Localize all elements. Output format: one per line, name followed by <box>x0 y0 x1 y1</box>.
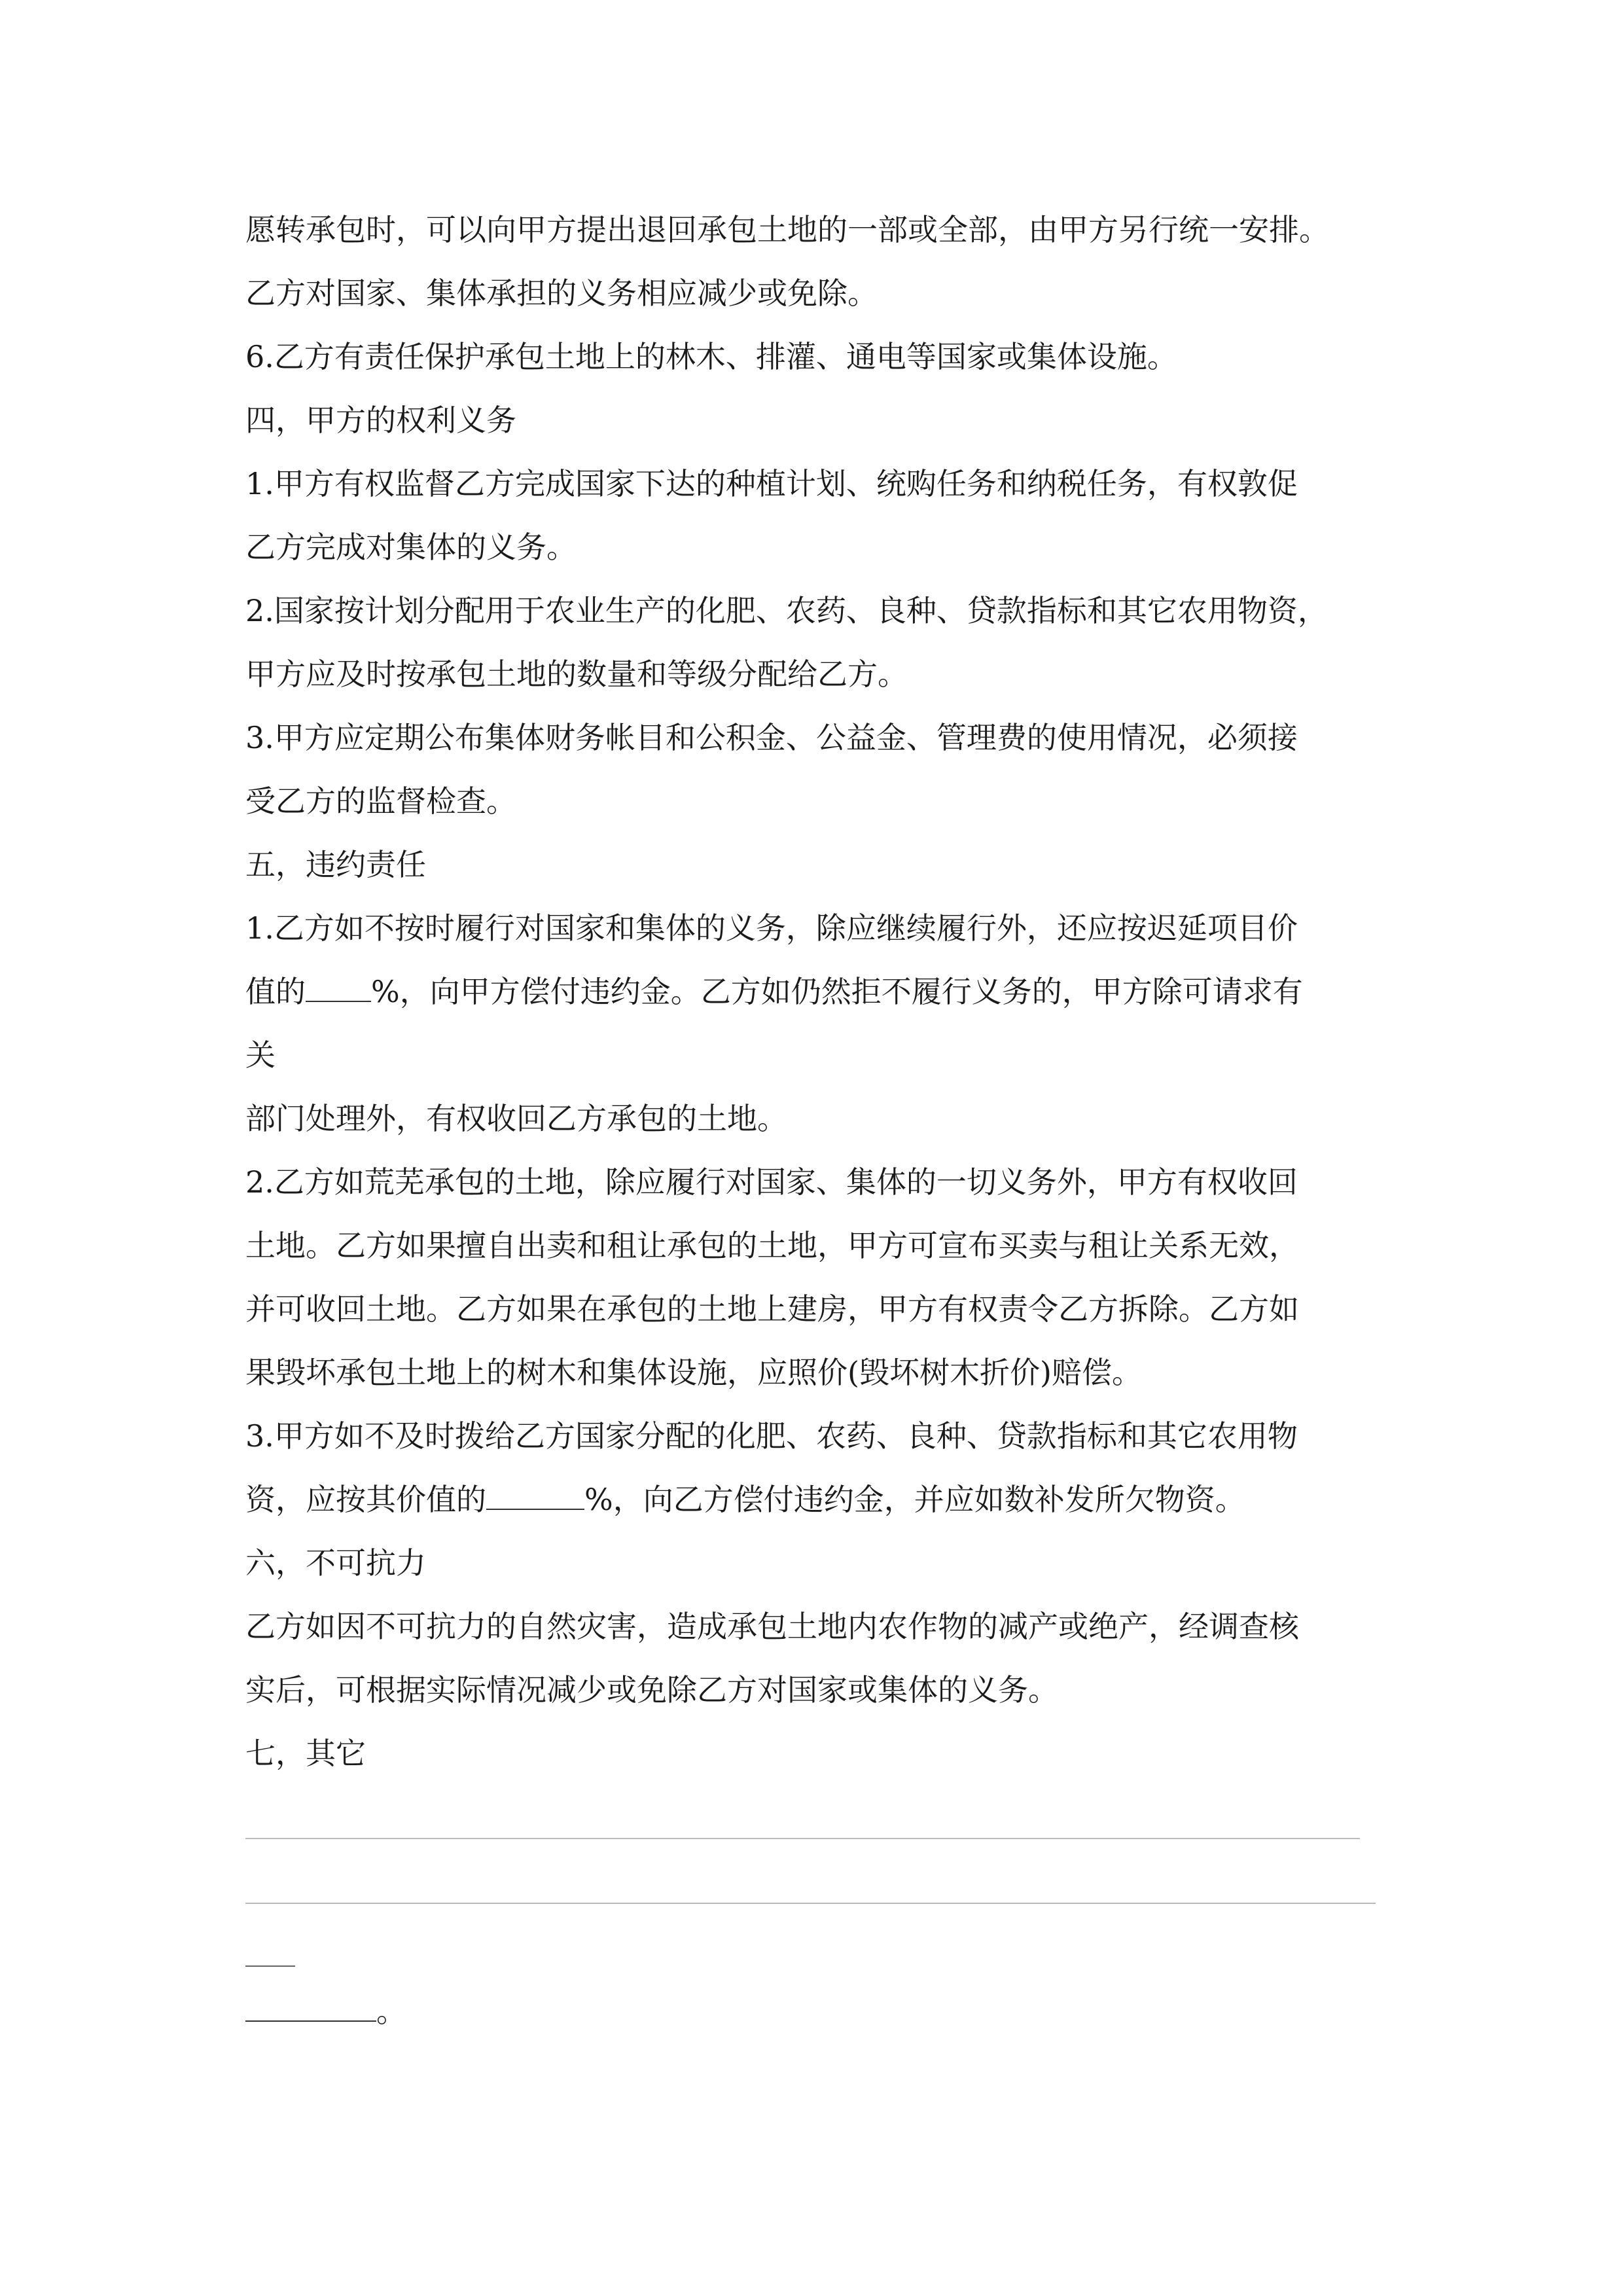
line-text: 2.国家按计划分配用于农业生产的化肥、农药、良种、贷款指标和其它农用物资， <box>245 593 1328 628</box>
heading-text: 六，不可抗力 <box>245 1545 426 1581</box>
text-line <box>245 972 1397 1011</box>
line-text: 果毁坏承包土地上的树木和集体设施，应照价(毁坏树木折价)赔偿。 <box>245 1355 1142 1390</box>
section-heading <box>245 1734 1397 1773</box>
fill-in-blank <box>306 972 371 1002</box>
line-text: 乙方完成对集体的义务。 <box>245 529 577 565</box>
fill-in-rule <box>245 1965 295 1967</box>
line-text: 受乙方的监督检查。 <box>245 783 516 819</box>
text-line <box>245 1289 1397 1329</box>
line-text: 乙方对国家、集体承担的义务相应减少或免除。 <box>245 276 878 311</box>
text-line <box>245 337 1397 376</box>
text-line <box>245 781 1397 821</box>
section-heading <box>245 1543 1397 1583</box>
line-text: 实后，可根据实际情况减少或免除乙方对国家或集体的义务。 <box>245 1672 1058 1708</box>
line-text: %，向甲方偿付违约金。乙方如仍然拒不履行义务的，甲方除可请求有 <box>371 974 1303 1009</box>
text-line <box>245 1607 1397 1646</box>
line-text: 关 <box>245 1037 276 1073</box>
line-text: 值的 <box>245 974 306 1009</box>
text-line <box>245 1416 1397 1456</box>
text-line <box>245 210 1397 249</box>
text-line <box>245 1162 1397 1202</box>
text-line <box>245 1992 1397 2031</box>
line-text: 3.甲方如不及时拨给乙方国家分配的化肥、农药、良种、贷款指标和其它农用物 <box>245 1418 1298 1454</box>
section-heading <box>245 845 1397 884</box>
line-text: 1.乙方如不按时履行对国家和集体的义务，除应继续履行外，还应按迟延项目价 <box>245 910 1298 946</box>
line-text: 部门处理外，有权收回乙方承包的土地。 <box>245 1101 787 1136</box>
line-text: 。 <box>376 1994 406 2029</box>
text-line <box>245 528 1397 567</box>
text-line <box>245 274 1397 313</box>
text-line <box>245 1353 1397 1392</box>
heading-text: 七，其它 <box>245 1736 366 1771</box>
text-line <box>245 464 1397 503</box>
fill-in-blank <box>245 1992 376 2022</box>
text-line <box>245 591 1397 630</box>
line-text: 1.甲方有权监督乙方完成国家下达的种植计划、统购任务和纳税任务，有权敦促 <box>245 466 1298 501</box>
text-line <box>245 655 1397 694</box>
text-line <box>245 1035 1397 1075</box>
line-text: 土地。乙方如果擅自出卖和租让承包的土地，甲方可宣布买卖与租让关系无效， <box>245 1228 1299 1263</box>
line-text: 乙方如因不可抗力的自然灾害，造成承包土地内农作物的减产或绝产，经调查核 <box>245 1609 1299 1644</box>
text-line <box>245 718 1397 757</box>
line-text: 2.乙方如荒芜承包的土地，除应履行对国家、集体的一切义务外，甲方有权收回 <box>245 1164 1298 1200</box>
text-line <box>245 908 1397 948</box>
fill-in-blank <box>486 1480 584 1510</box>
heading-text: 五，违约责任 <box>245 847 426 882</box>
fill-in-rule <box>245 1903 1376 1904</box>
fill-in-rule <box>245 1838 1360 1839</box>
heading-text: 四，甲方的权利义务 <box>245 403 516 438</box>
line-text: 资，应按其价值的 <box>245 1482 486 1517</box>
section-heading <box>245 401 1397 440</box>
line-text: 愿转承包时，可以向甲方提出退回承包土地的一部或全部，由甲方另行统一安排。 <box>245 212 1329 247</box>
text-line <box>245 1480 1397 1519</box>
line-text: 3.甲方应定期公布集体财务帐目和公积金、公益金、管理费的使用情况，必须接 <box>245 720 1298 755</box>
text-line <box>245 1099 1397 1138</box>
text-line <box>245 1670 1397 1710</box>
line-text: 并可收回土地。乙方如果在承包的土地上建房，甲方有权责令乙方拆除。乙方如 <box>245 1291 1299 1327</box>
line-text: %，向乙方偿付违约金，并应如数补发所欠物资。 <box>584 1482 1245 1517</box>
text-line <box>245 1226 1397 1265</box>
line-text: 甲方应及时按承包土地的数量和等级分配给乙方。 <box>245 656 908 692</box>
line-text: 6.乙方有责任保护承包土地上的林木、排灌、通电等国家或集体设施。 <box>245 339 1177 374</box>
